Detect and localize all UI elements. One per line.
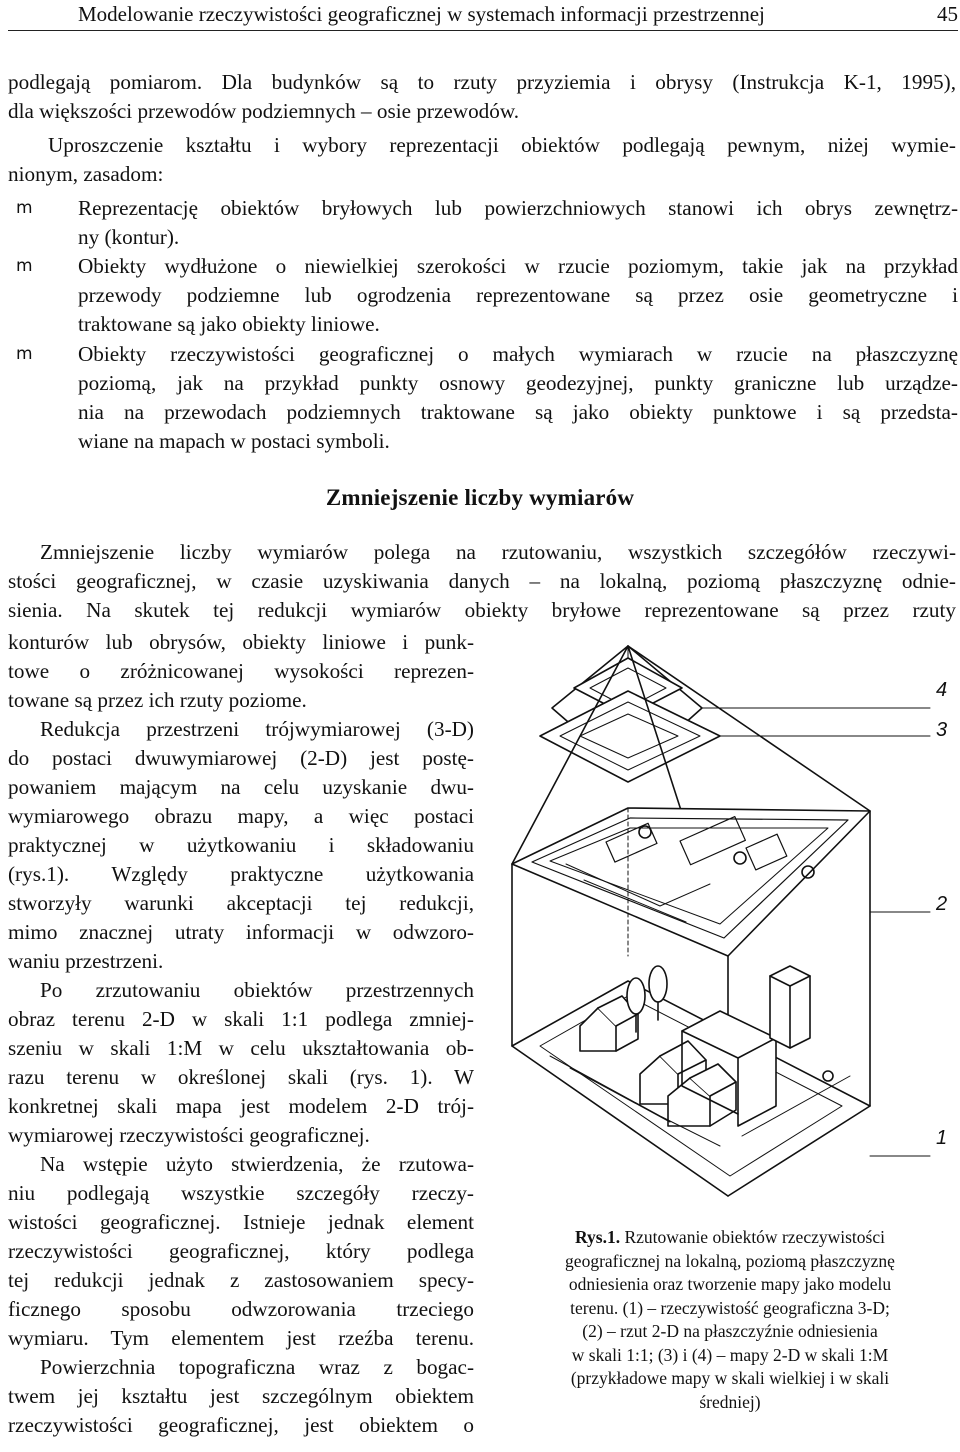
caption-line: w skali 1:1; (3) i (4) – mapy 2-D w skali 1:M bbox=[571, 1344, 889, 1365]
intro-paragraph bbox=[8, 68, 956, 126]
text-line: Powierzchnia topograficzna wraz z bogac- bbox=[40, 1355, 474, 1379]
text-line: wymiaru. Tym elementem jest rzeźba terenu. bbox=[8, 1326, 474, 1350]
text-line: ficznego sposobu odwzorowania trzeciego bbox=[8, 1297, 474, 1321]
running-header bbox=[8, 0, 958, 31]
figure-label-2: 2 bbox=[936, 893, 948, 915]
text-line: przewody podziemne lub ogrodzenia reprezentowane są przez osie geometryczne i bbox=[78, 283, 958, 307]
text-line: Zmniejszenie liczby wymiarów polega na rzutowaniu, wszystkich szczegółów rzeczywi- bbox=[40, 540, 956, 564]
text-line: towane są przez ich rzuty poziome. bbox=[8, 688, 307, 712]
text-line: praktycznej w użytkowaniu i składowaniu bbox=[8, 833, 474, 857]
bullet-marker: m bbox=[16, 256, 33, 276]
text-line: Reprezentację obiektów bryłowych lub powierzchniowych stanowi ich obrys zewnętrz- bbox=[78, 196, 958, 220]
principles-paragraph bbox=[8, 131, 956, 189]
text-line: do postaci dwuwymiarowej (2-D) jest postę- bbox=[8, 746, 474, 770]
text-line: szeniu w skali 1:M w celu ukształtowania ob- bbox=[8, 1036, 474, 1060]
figure-label-1: 1 bbox=[936, 1127, 948, 1149]
text-line: rzeczywistości geograficznej, jest obiektem o bbox=[8, 1413, 474, 1437]
text-line: tej redukcji jednak z zastosowaniem specy- bbox=[8, 1268, 474, 1292]
text-line: niu podlegają wszystkie szczegóły rzeczy- bbox=[8, 1181, 474, 1205]
text-line: podlegają pomiarom. Dla budynków są to rzuty przyziemia i obrysy (Instrukcja K-1, 1995), bbox=[8, 70, 956, 94]
text-line: wymiarowej rzeczywistości geograficznej. bbox=[8, 1123, 370, 1147]
figure-caption bbox=[510, 1226, 950, 1414]
caption-line: (przykładowe mapy w skali wielkiej i w skali bbox=[570, 1368, 890, 1388]
page-number: 45 bbox=[937, 2, 958, 26]
caption-line: geograficznej na lokalną, poziomą płaszczyznę bbox=[565, 1250, 895, 1271]
text-line: Na wstępie użyto stwierdzenia, że rzutowa- bbox=[40, 1152, 474, 1176]
text-line: dla większości przewodów podziemnych – osie przewodów. bbox=[8, 99, 520, 123]
text-line: sienia. Na skutek tej redukcji wymiarów obiekty bryłowe reprezentowane są przez rzuty bbox=[8, 598, 956, 622]
caption-line: średniej) bbox=[699, 1391, 761, 1412]
section-paragraph bbox=[8, 538, 956, 625]
caption-line: (2) – rzut 2-D na płaszczyźnie odniesienia bbox=[582, 1321, 878, 1341]
caption-line: odniesienia oraz tworzenie mapy jako modelu bbox=[568, 1274, 892, 1294]
text-column bbox=[8, 628, 474, 1440]
text-line: wiane na mapach w postaci symboli. bbox=[78, 429, 390, 453]
text-line: ny (kontur). bbox=[78, 225, 180, 249]
figure-label-4: 4 bbox=[936, 679, 948, 701]
text-line: wistości geograficznej. Istnieje jednak element bbox=[8, 1210, 474, 1234]
text-line: stości geograficznej, w czasie uzyskiwania danych – na lokalną, poziomą płaszczyznę odnie- bbox=[8, 569, 956, 593]
header-title: Modelowanie rzeczywistości geograficznej w systemach informacji przestrzennej bbox=[78, 2, 765, 26]
bullet-marker: m bbox=[16, 198, 33, 218]
text-line: Redukcja przestrzeni trójwymiarowej (3-D) bbox=[40, 717, 474, 741]
text-line: Obiekty wydłużone o niewielkiej szerokości w rzucie poziomym, takie jak na przykład bbox=[78, 254, 958, 278]
text-line: wymiarowego obrazu mapy, a więc postaci bbox=[8, 804, 474, 828]
text-line: Uproszczenie kształtu i wybory reprezentacji obiektów podlegają pewnym, niżej wymie- bbox=[48, 133, 956, 157]
caption-line: terenu. (1) – rzeczywistość geograficzna 3-D; bbox=[570, 1297, 890, 1318]
text-line: Po zrzutowaniu obiektów przestrzennych bbox=[40, 978, 474, 1002]
text-line: nia na przewodach podziemnych traktowane są jako obiekty punktowe i są przedsta- bbox=[78, 400, 958, 424]
figure-label-3: 3 bbox=[936, 719, 948, 741]
text-line: konkretnej skali mapa jest modelem 2-D trój- bbox=[8, 1094, 474, 1118]
text-line: waniu przestrzeni. bbox=[8, 949, 164, 973]
text-line: razu terenu w określonej skali (rys. 1). W bbox=[8, 1065, 474, 1089]
text-line: twem jej kształtu jest szczególnym obiektem bbox=[8, 1384, 474, 1408]
text-line: (rys.1). Względy praktyczne użytkowania bbox=[8, 862, 474, 886]
text-line: powaniem mającym na celu uzyskanie dwu- bbox=[8, 775, 474, 799]
text-line: konturów lub obrysów, obiekty liniowe i punk- bbox=[8, 630, 474, 654]
text-line: nionym, zasadom: bbox=[8, 162, 164, 186]
section-heading: Zmniejszenie liczby wymiarów bbox=[325, 485, 635, 510]
bullet-marker: m bbox=[16, 344, 33, 364]
text-line: rzeczywistości geograficznej, który podlega bbox=[8, 1239, 474, 1263]
text-line: towe o zróżnicowanej wysokości reprezen- bbox=[8, 659, 474, 683]
text-line: stworzyły warunki akceptacji tej redukcji, bbox=[8, 891, 474, 915]
text-line: poziomą, jak na przykład punkty osnowy geodezyjnej, punkty graniczne lub urządze- bbox=[78, 371, 958, 395]
text-line: traktowane są jako obiekty liniowe. bbox=[78, 312, 380, 336]
text-line: mimo znacznej utraty informacji w odwzoro- bbox=[8, 920, 474, 944]
text-line: obraz terenu 2-D w skali 1:1 podlega zmniej- bbox=[8, 1007, 474, 1031]
caption-line: Rzutowanie obiektów rzeczywistości bbox=[624, 1227, 885, 1247]
projection-figure bbox=[510, 636, 960, 1216]
text-line: Obiekty rzeczywistości geograficznej o małych wymiarach w rzucie na płaszczyznę bbox=[78, 342, 958, 366]
projection-diagram bbox=[510, 636, 960, 1216]
caption-label: Rys.1. bbox=[575, 1227, 621, 1247]
